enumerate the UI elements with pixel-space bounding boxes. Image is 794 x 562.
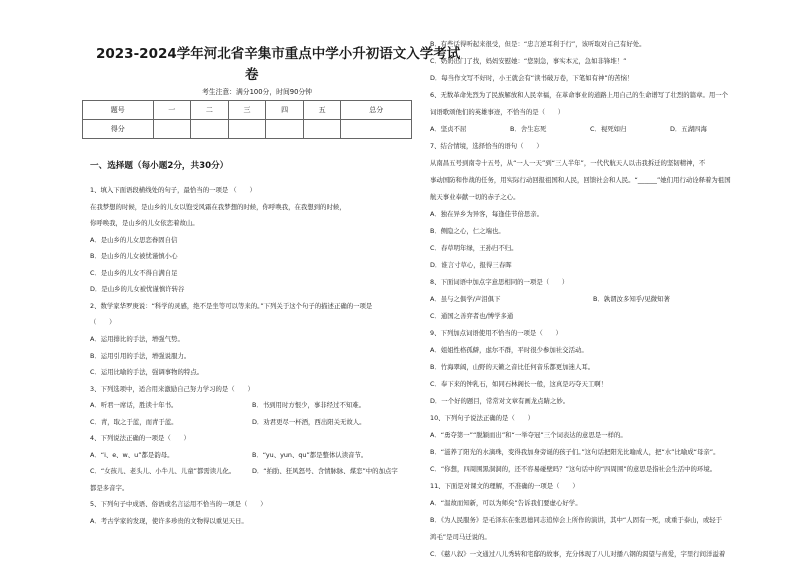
right-column [430, 0, 765, 562]
question-text-line: 3、下列选项中，适合用来激励自己努力学习的是（ ） [90, 384, 254, 393]
question-text-line: A．“温故而知新，可以为师矣”告诉我们要虚心好学。 [430, 499, 582, 507]
score-col-header: 总分 [341, 101, 412, 120]
question-text-line: 6、无数革命先烈为了民族解放和人民幸福，在革命事业的道路上用自己的生命谱写了壮烈的篇章。用一个 [430, 91, 729, 99]
section-title: 一、选择题（每小题2分，共30分） [90, 161, 229, 171]
question-text-line: 1、填入下面语段横线处的句子，最恰当的一项是 （ ） [90, 186, 256, 194]
question-text-line: B．书到用时方恨少，事非经过不知难。 [252, 401, 366, 410]
score-col-header: 四 [266, 101, 304, 120]
question-text-line: C．奉下来的钟乳石，如同石林阁长一般，这真是巧夺天工啊！ [430, 380, 608, 388]
question-text-line: A．虽与之俱学/声泪俱下 [430, 295, 501, 303]
score-table-score-row [83, 120, 412, 139]
question-text-line: B．舍生忘死 [510, 125, 547, 133]
question-text-line: D．每当作文写不好时，小王就会有“读书破万卷，下笔如有神”的苦恼！ [430, 74, 634, 82]
question-text-line: A．是山乡的儿女思恋眷固自信 [90, 235, 178, 244]
score-col-header: 一 [153, 101, 191, 120]
question-text-line: 10、下列句子说法正确的是（ ） [430, 414, 534, 422]
score-cell[interactable] [228, 120, 266, 139]
question-text-line: C．运用比喻的手法，强调事物的特点。 [90, 368, 204, 377]
question-text-line: C．是山乡的儿女不得自满自足 [90, 268, 178, 277]
question-text-line: A．“i、e、w、u”都是韵母。 [90, 450, 174, 459]
score-table [82, 100, 412, 139]
question-text-line: D．劝君更尽一杯酒，西出阳关无故人。 [252, 417, 366, 426]
score-cell[interactable] [266, 120, 304, 139]
question-text-line: A．运用排比的手法，增强气势。 [90, 334, 184, 343]
exam-title-line2: 卷 [245, 67, 259, 83]
question-text-line: A．坚贞不屈 [430, 125, 467, 133]
question-text-line: A．独在异乡为异客，每逢佳节倍思亲。 [430, 210, 544, 218]
score-cell[interactable] [191, 120, 229, 139]
score-col-header: 五 [303, 101, 341, 120]
question-text-line: A．听君一席话，胜读十年书。 [90, 401, 178, 410]
question-text-line: D．是山乡的儿女被忧谨慎许转谷 [90, 285, 185, 294]
question-text-line: D．一个好的题目，常常对文章有画龙点睛之妙。 [430, 397, 570, 405]
question-text-line: C．奶奶出门了找，妈妈安慰她：“您别急，事实本元，急如非锋堆！” [430, 57, 627, 65]
question-text-line: 事动国防和作战的任务，用实际行动回报祖国和人民，回馈社会和人民。“______”她们用行动诠释着为祖国 [430, 176, 731, 184]
question-text-line: C．通国之善弈者也/博学多通 [430, 312, 514, 320]
question-text-line: D．“拍肋、狂风怒号、含情脉脉、煤恋”中的加点字 [252, 467, 398, 476]
score-row-header: 得分 [83, 120, 154, 139]
question-text-line: C．春草明年绿，王孙归不归。 [430, 244, 518, 252]
question-text-line: D．谁言寸草心，报得三春晖 [430, 261, 512, 269]
question-text-line: 从南昌五号到南寺十五号，从“一人一天”到“三人半年”，一代代航天人以击我拆迁的坚韧精神，不 [430, 159, 706, 167]
question-text-line: A．姐姐性格孤僻，虑尔不群，平时很少参加社交活动。 [430, 346, 588, 354]
question-text-line: 鸿毛”是司马迁说的。 [430, 533, 491, 541]
score-cell[interactable] [303, 120, 341, 139]
question-text-line: B．《为人民服务》是毛泽东在张思德同志追悼会上所作的演讲，其中“人固有一死，或重于泰山，或轻于 [430, 516, 723, 524]
question-text-line: C．视死如归 [590, 125, 627, 133]
exam-note: 考生注意：满分100分，时间90分钟 [202, 88, 312, 96]
question-text-line: 4、下列说法正确的一项是（ ） [90, 434, 190, 443]
question-text-line: 5、下列句子中成语、俗语或名言运用不恰当的一项是（ ） [90, 500, 267, 509]
question-text-line: 都是多音字。 [90, 483, 129, 492]
question-text-line: 你呼唤我，是山乡的儿女依恋着故山。 [90, 219, 199, 228]
exam-title-line1: 2023-2024学年河北省辛集市重点中学小升初语文入学考试 [96, 46, 461, 62]
score-table-header-row [83, 101, 412, 120]
question-text-line: 7、结合情境，选择恰当的语句（ ） [430, 142, 543, 150]
question-text-line: C．青，取之于蓝，而青于蓝。 [90, 417, 178, 426]
question-text-line: B．竹海翠阔，山野的天籁之音比任何音乐都更加迷人耳。 [430, 363, 595, 371]
score-col-header: 二 [191, 101, 229, 120]
question-text-line: B．有些话得听起来很受，但是：“忠言逆耳利于行”，该听取对自己有好处。 [430, 40, 646, 48]
question-text-line: 词语歌颂他们的英雄事迹，不恰当的是（ ） [430, 108, 565, 116]
question-text-line: A．考古学家的发现，使许多珍贵的文物得以重见天日。 [90, 517, 248, 525]
question-text-line: B．侧隐之心，仁之端也。 [430, 227, 505, 235]
question-text-line: B．“yu、yun、qu”都是整体认读音节。 [252, 450, 368, 459]
score-cell[interactable] [341, 120, 412, 139]
question-text-line: A．“勇夺第一”“脱颖而出”和“一举夺冠”三个词表达的意思是一样的。 [430, 431, 627, 439]
question-text-line: C．“女孩儿、老头儿、小牛儿、儿童”都需读儿化。 [90, 467, 236, 476]
question-text-line: C．“你想，四周围黑洞洞的，还不容易碰壁吗？”这句话中的“四周围”的意思是指社会生活中的环境。 [430, 465, 717, 473]
question-text-line: D．五湖四海 [670, 125, 707, 133]
question-text-line: （ ） [90, 318, 116, 327]
score-col-header: 三 [228, 101, 266, 120]
question-text-line: 11、下面是对课文的理解，不准确的一项是（ ） [430, 482, 579, 490]
question-text-line: C．《慈八叙》一文通过八儿秀转和宅邸的故事，充分体现了八儿对播八钢的渴望与喜爱，字里行间洋溢着 [430, 550, 726, 558]
question-text-line: 2、数学家华罗庚说：“科学的灵感，绝不是坐等可以等来的。”下列关于这个句子的描述正确的一项是 [90, 301, 373, 310]
question-text-line: B．“滋养了阳光的水滴珠，变得我加身旁诞的孩子们。”这句话把阳光比喻成人，把“水”比喻成“母亲”。 [430, 448, 720, 456]
question-text-line: 9、下列加点词语使用不恰当的一项是（ ） [430, 329, 562, 337]
score-cell[interactable] [153, 120, 191, 139]
question-text-line: 航天事业奉献一切的赤子之心。 [430, 193, 520, 201]
question-text-line: B．是山乡的儿女被忧谨慎小心 [90, 252, 178, 261]
question-text-line: 在我梦想的时候，是山乡的儿女以饱受风霜在我梦想的时候，你呼唤我，在我想到的时候， [90, 202, 346, 211]
question-text-line: B．运用引用的手法，增强说服力。 [90, 351, 191, 360]
score-row-header: 题号 [83, 101, 154, 120]
question-text-line: 8、下面词语中加点字意思相同的一项是（ ） [430, 278, 569, 286]
question-text-line: B．孰谓汝多知乎/见微知著 [593, 295, 670, 303]
